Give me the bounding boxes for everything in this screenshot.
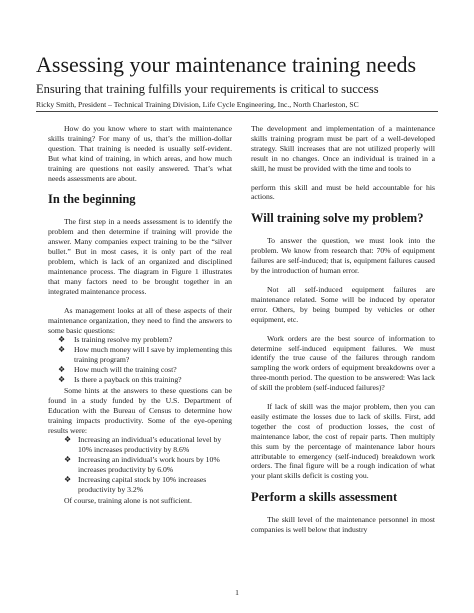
author-byline: Ricky Smith, President – Technical Training Division, Life Cycle Engineering, Inc., North Charleston, SC <box>36 100 359 109</box>
body-paragraph: The first step in a needs assessment is to identify the problem and then determine if training will provide the answer. Many companies expect training to be the “silver bullet.” But in most cases, it is only part of the real problem, which is lack of an organized and disciplined maintenance process. The diagram in Figure 1 illustrates that many factors need to be brought together in an integrated maintenance process. <box>48 217 232 296</box>
section-heading-assessment: Perform a skills assessment <box>251 490 398 505</box>
body-paragraph: Of course, training alone is not sufficient. <box>64 495 192 505</box>
results-list <box>48 435 232 494</box>
list-item: ❖ Increasing an individual’s work hours by 10% increases productivity by 6.0% <box>64 455 220 475</box>
body-paragraph: If lack of skill was the major problem, then you can easily estimate the losses due to lack of skills. First, add together the cost of production losses, the cost of maintenance labor, the cost of repair parts. Then multiply this sum by the percentage of maintenance labor hours attributable to emergency (self-induced) breakdown work orders. The final figure will be a rough indication of what your plant skills deficit is costing you. <box>251 402 435 481</box>
checkmark-diamond-icon: ❖ <box>58 345 66 355</box>
list-item: ❖ Is there a payback on this training? <box>58 375 182 385</box>
checkmark-diamond-icon: ❖ <box>58 365 66 375</box>
checkmark-diamond-icon: ❖ <box>64 435 72 445</box>
header-divider <box>36 111 438 112</box>
checkmark-diamond-icon: ❖ <box>58 335 66 345</box>
list-item: ❖ Is training resolve my problem? <box>58 335 173 345</box>
article-title: Assessing your maintenance training needs <box>36 52 417 77</box>
body-paragraph: The skill level of the maintenance personnel in most companies is well below that industry <box>251 515 435 535</box>
body-paragraph: As management looks at all of these aspects of their maintenance organization, they need to find the answers to some basic questions: <box>48 305 232 335</box>
body-paragraph: Work orders are the best source of information to determine self-induced equipment failures. We must identify the true cause of the failures through random sampling the work orders of equipment breakdowns over a three-month period. The question to be answered: Was lack of skill the problem (self-induced failures)? <box>251 333 435 393</box>
list-item: ❖ How much will the training cost? <box>58 365 177 375</box>
intro-paragraph: How do you know where to start with maintenance skills training? For many of us, that’s the million-dollar question. That training is needed is usually self-evident. But what kind of training, in which areas, and how much training are questions not easily answered. That’s what needs assessments are about. <box>48 124 232 183</box>
list-item: ❖ Increasing an individual’s educational level by 10% increases productivity by 8.6% <box>64 435 222 455</box>
section-heading-solve: Will training solve my problem? <box>251 211 424 226</box>
body-paragraph: To answer the question, we must look into the problem. We know from research that: 70% of equipment failures are self-induced; that is, equipment failures caused by the introduction of human error. <box>251 236 435 276</box>
body-paragraph: perform this skill and must be held accountable for his actions. <box>251 182 435 202</box>
checkmark-diamond-icon: ❖ <box>64 455 72 465</box>
article-subtitle: Ensuring that training fulfills your requirements is critical to success <box>36 82 379 96</box>
right-column <box>251 124 435 544</box>
left-column <box>48 124 232 515</box>
body-paragraph: The development and implementation of a maintenance skills training program must be part of a well-developed strategy. Skill increases that are not utilized properly will result in no changes. Once an individual is trained in a skill, he must be provided with the time and tools to <box>251 124 435 173</box>
question-list <box>48 335 232 385</box>
checkmark-diamond-icon: ❖ <box>64 475 72 485</box>
page-number: 1 <box>235 588 239 597</box>
body-paragraph: Some hints at the answers to these questions can be found in a study funded by the U.S. Department of Education with the Bureau of Census to determine how training impacts productivity. Some of the eye-opening results were: <box>48 385 232 435</box>
section-heading-beginning: In the beginning <box>48 192 136 207</box>
list-item: ❖ How much money will I save by implementing this training program? <box>58 345 232 365</box>
body-paragraph: Not all self-induced equipment failures are maintenance related. Some will be induced by operator error. Others, by being bumped by vehicles or other equipment, etc. <box>251 284 435 324</box>
list-item: ❖ Increasing capital stock by 10% increases productivity by 3.2% <box>64 475 207 494</box>
checkmark-diamond-icon: ❖ <box>58 375 66 385</box>
